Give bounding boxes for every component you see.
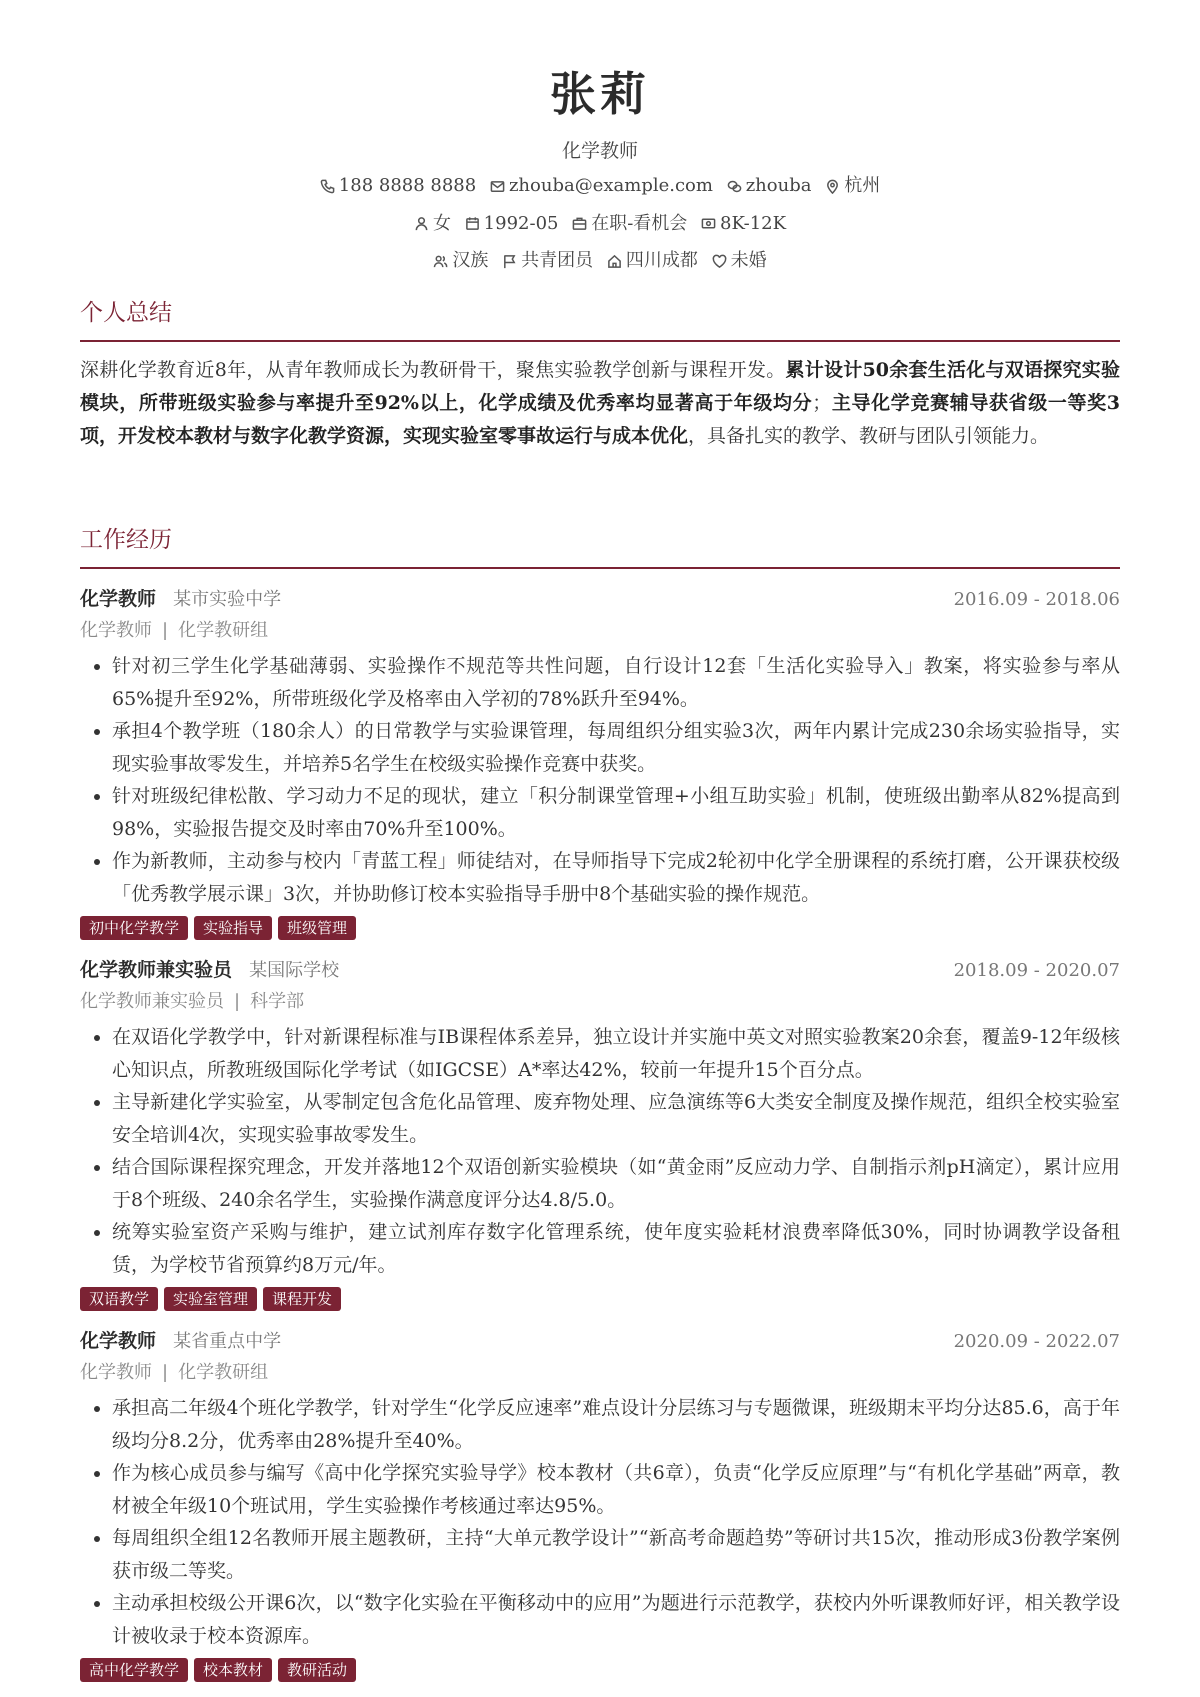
money-icon (701, 216, 716, 231)
personal-row (0, 211, 1200, 240)
job-entry (80, 1325, 1120, 1682)
job-subline (80, 987, 1120, 1017)
status-text: 在职-看机会 (591, 212, 688, 234)
job-company: 某市实验中学 (173, 589, 282, 610)
experience-heading: 工作经历 (80, 523, 1120, 569)
experience-section (80, 523, 1120, 1682)
candidate-title: 化学教师 (561, 140, 638, 162)
job-entry (80, 954, 1120, 1311)
phone-icon (320, 179, 335, 194)
job-company: 某国际学校 (249, 960, 340, 981)
contact-wechat (727, 173, 812, 199)
skill-tag: 教研活动 (278, 1658, 356, 1682)
job-bullets (80, 1021, 1120, 1281)
gender-text: 女 (432, 212, 451, 234)
hometown-text: 四川成都 (625, 250, 698, 271)
job-bullet: • 每周组织全组12名教师开展主题教研，主持“大单元教学设计”“新高考命题趋势”等研讨共15次，推动形成3份教学案例获市级二等奖。 (112, 1522, 1120, 1587)
skill-tag: 校本教材 (194, 1658, 272, 1682)
summary-part: 深耕化学教育近8年，从青年教师成长为教研骨干，聚焦实验教学创新与课程开发。 (80, 359, 786, 381)
contact-row (0, 173, 1200, 202)
info-gender (414, 211, 451, 237)
info-hometown (607, 248, 698, 274)
heart-icon (712, 254, 727, 269)
job-date: 2020.09 - 2022.07 (953, 1331, 1120, 1352)
calendar-icon (465, 216, 480, 231)
contact-location (825, 173, 880, 199)
job-bullet: • 主动承担校级公开课6次，以“数字化实验在平衡移动中的应用”为题进行示范教学，获校内外听课教师好评，相关教学设计被收录于校本资源库。 (112, 1587, 1120, 1652)
skill-tag: 高中化学教学 (80, 1658, 188, 1682)
job-bullet: • 主导新建化学实验室，从零制定包含危化品管理、废弃物处理、应急演练等6大类安全制度及操作规范，组织全校实验室安全培训4次，实现实验事故零发生。 (112, 1086, 1120, 1151)
info-ethnicity (433, 248, 488, 274)
resume-header (0, 0, 1200, 277)
skill-tag: 初中化学教学 (80, 916, 188, 940)
job-subline (80, 1358, 1120, 1388)
job-date: 2018.09 - 2020.07 (953, 960, 1120, 981)
job-sub-separator: | (234, 991, 241, 1012)
ethnicity-text: 汉族 (452, 250, 489, 271)
summary-section (80, 296, 1120, 453)
extra-row (0, 248, 1200, 277)
job-bullet: • 统筹实验室资产采购与维护，建立试剂库存数字化管理系统，使年度实验耗材浪费率降低30%，同时协调教学设备租赁，为学校节省预算约8万元/年。 (112, 1216, 1120, 1281)
marital-text: 未婚 (730, 250, 767, 271)
job-bullets (80, 1392, 1120, 1652)
summary-part-bold: 累计设计50余套生活化与双语探究实验模块，所带班级实验参与率提升至92%以上，化学成绩及优秀率均显著高于年级均分 (80, 359, 1120, 414)
email-text: zhouba@example.com (508, 175, 713, 196)
job-subline (80, 616, 1120, 646)
job-position: 化学教师 (80, 620, 152, 641)
job-tags (80, 916, 1120, 940)
skill-tag: 实验指导 (194, 916, 272, 940)
job-role: 化学教师 (80, 1330, 157, 1352)
job-sub-separator: | (162, 620, 169, 641)
skill-tag: 课程开发 (263, 1287, 341, 1311)
flag-icon (502, 254, 517, 269)
summary-part: ； (812, 392, 832, 414)
job-role: 化学教师兼实验员 (80, 959, 233, 981)
info-birth (465, 211, 559, 237)
job-department: 化学教研组 (178, 1362, 269, 1383)
wechat-icon (727, 179, 742, 194)
summary-heading: 个人总结 (80, 296, 1120, 342)
candidate-name: 张莉 (550, 67, 650, 121)
job-bullet: • 针对班级纪律松散、学习动力不足的现状，建立「积分制课堂管理+小组互助实验」机制，使班级出勤率从82%提高到98%，实验报告提交及时率由70%升至100%。 (112, 780, 1120, 845)
job-date: 2016.09 - 2018.06 (953, 589, 1120, 610)
job-entry (80, 583, 1120, 940)
skill-tag: 班级管理 (278, 916, 356, 940)
job-header (80, 583, 1120, 616)
summary-part-bold: 主导化学竞赛辅导获省级一等奖3项，开发校本教材与数字化教学资源，实现实验室零事故运行与成本优化 (80, 392, 1120, 447)
salary-text: 8K-12K (720, 212, 787, 234)
person-icon (414, 216, 429, 231)
job-bullet: • 承担4个教学班（180余人）的日常教学与实验课管理，每周组织分组实验3次，两年内累计完成230余场实验指导，实现实验事故零发生，并培养5名学生在校级实验操作竞赛中获奖。 (112, 715, 1120, 780)
job-bullets (80, 650, 1120, 910)
job-role: 化学教师 (80, 588, 157, 610)
info-status (572, 211, 687, 237)
job-tags (80, 1658, 1120, 1682)
job-bullet: • 结合国际课程探究理念，开发并落地12个双语创新实验模块（如“黄金雨”反应动力学、自制指示剂pH滴定），累计应用于8个班级、240余名学生，实验操作满意度评分达4.8/5.0。 (112, 1151, 1120, 1216)
birth-text: 1992-05 (483, 212, 559, 234)
political-text: 共青团员 (521, 250, 594, 271)
job-position: 化学教师 (80, 1362, 152, 1383)
job-sub-separator: | (162, 1362, 169, 1383)
location-text: 杭州 (844, 175, 881, 196)
skill-tag: 实验室管理 (164, 1287, 257, 1311)
info-political (502, 248, 593, 274)
location-icon (825, 179, 840, 194)
job-tags (80, 1287, 1120, 1311)
job-bullet: • 针对初三学生化学基础薄弱、实验操作不规范等共性问题，自行设计12套「生活化实验导入」教案，将实验参与率从65%提升至92%，所带班级化学及格率由入学初的78%跃升至94%。 (112, 650, 1120, 715)
wechat-text: zhouba (745, 175, 812, 196)
contact-phone (320, 173, 476, 199)
job-bullet: • 作为新教师，主动参与校内「青蓝工程」师徒结对，在导师指导下完成2轮初中化学全册课程的系统打磨，公开课获校级「优秀教学展示课」3次，并协助修订校本实验指导手册中8个基础实验的操作规范。 (112, 845, 1120, 910)
info-marital (712, 248, 767, 274)
skill-tag: 双语教学 (80, 1287, 158, 1311)
briefcase-icon (572, 216, 587, 231)
mail-icon (490, 179, 505, 194)
info-salary (701, 211, 786, 237)
job-bullet: • 在双语化学教学中，针对新课程标准与IB课程体系差异，独立设计并实施中英文对照实验教案20余套，覆盖9-12年级核心知识点，所教班级国际化学考试（如IGCSE）A*率达42%，较前一年提升15个百分点。 (112, 1021, 1120, 1086)
group-icon (433, 254, 448, 269)
summary-text (80, 354, 1120, 453)
contact-email (490, 173, 713, 199)
phone-text: 188 8888 8888 (338, 175, 477, 196)
job-header (80, 1325, 1120, 1358)
home-icon (607, 254, 622, 269)
summary-part: ，具备扎实的教学、教研与团队引领能力。 (688, 425, 1050, 447)
job-department: 科学部 (250, 991, 305, 1012)
job-position: 化学教师兼实验员 (80, 991, 224, 1012)
job-bullet: • 承担高二年级4个班化学教学，针对学生“化学反应速率”难点设计分层练习与专题微课，班级期末平均分达85.6，高于年级均分8.2分，优秀率由28%提升至40%。 (112, 1392, 1120, 1457)
job-header (80, 954, 1120, 987)
job-company: 某省重点中学 (173, 1331, 282, 1352)
job-bullet: • 作为核心成员参与编写《高中化学探究实验导学》校本教材（共6章），负责“化学反应原理”与“有机化学基础”两章，教材被全年级10个班试用，学生实验操作考核通过率达95%。 (112, 1457, 1120, 1522)
job-department: 化学教研组 (178, 620, 269, 641)
